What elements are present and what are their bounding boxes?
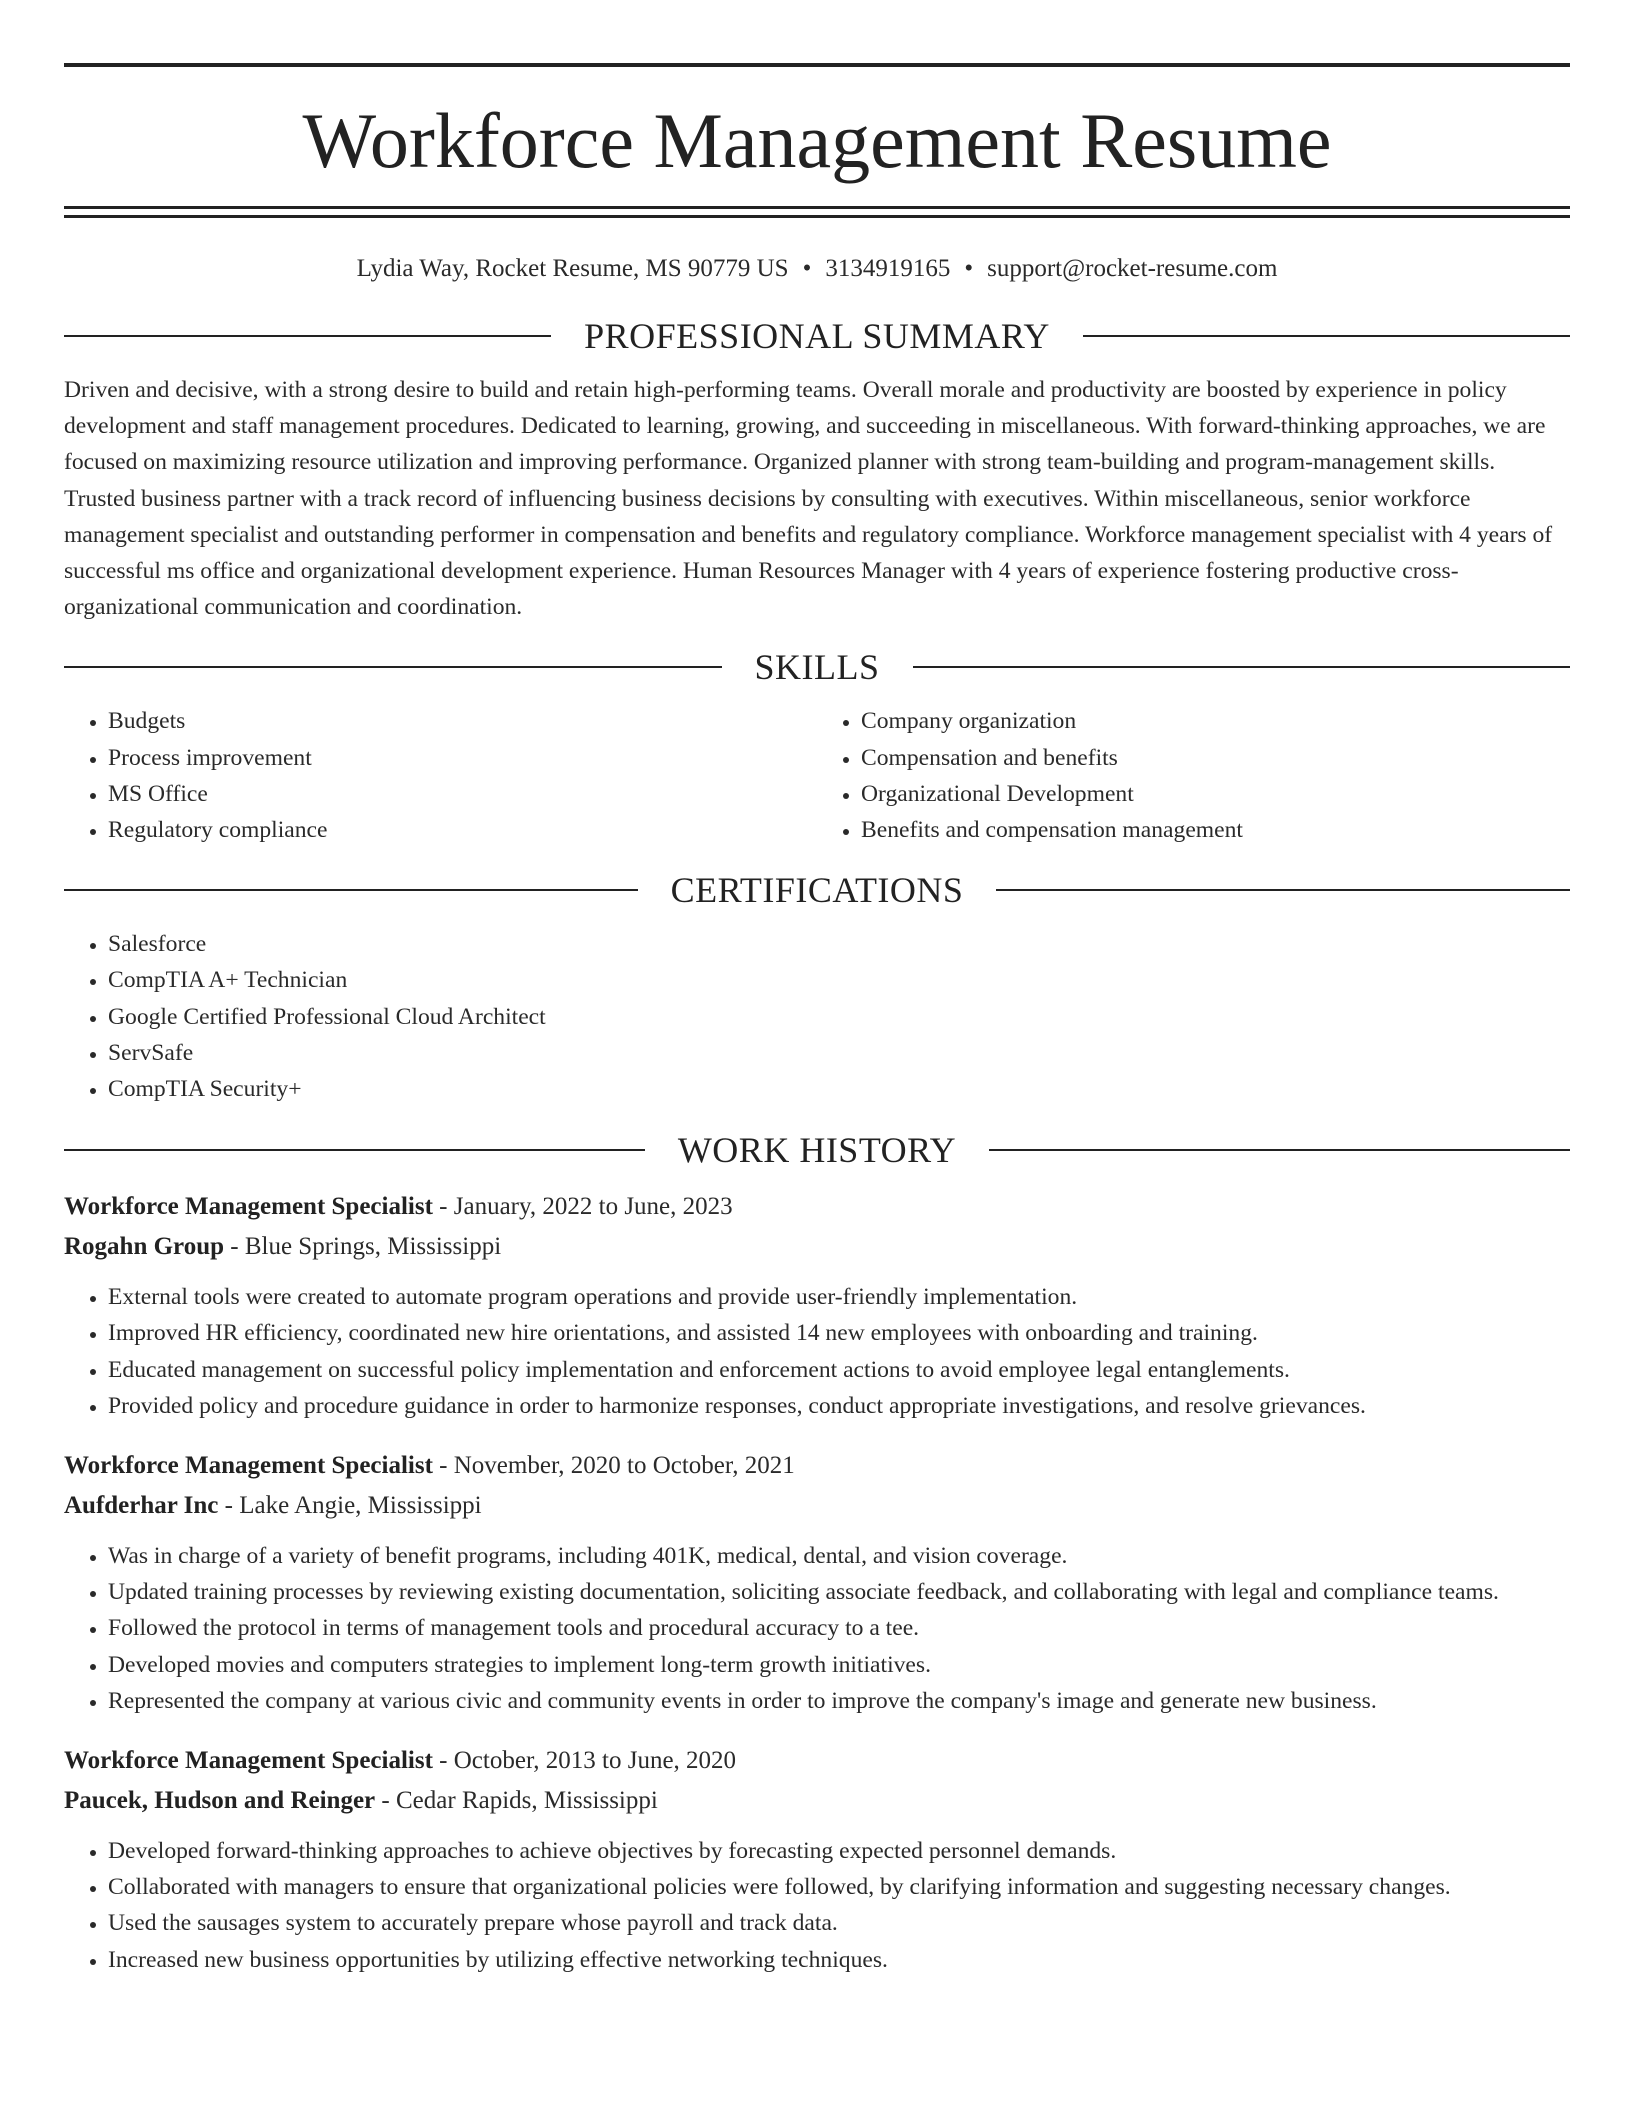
list-item: • Benefits and compensation management (861, 812, 1570, 848)
job-title-line (64, 1187, 1570, 1227)
contact-address: Lydia Way, Rocket Resume, MS 90779 US (356, 255, 789, 282)
professional-summary: Driven and decisive, with a strong desire to build and retain high-performing teams. Overall morale and productivity are boosted by experience in policy development and staff management procedures. Dedicated to learning, growing, and succeeding in miscellaneous. With forward-thinking approaches, we are focused on maximizing resource utilization and improving performance. Organized planner with strong team-building and program-management skills. Trusted business partner with a track record of influencing business decisions by consulting with executives. Within miscellaneous, senior workforce management specialist and outstanding performer in compensation and benefits and regulatory compliance. Workforce management specialist with 4 years of successful ms office and organizational development experience. Human Resources Manager with 4 years of experience fostering productive cross-organizational communication and coordination. (64, 377, 1553, 621)
job-bullets (64, 1279, 1570, 1424)
section-heading-label: CERTIFICATIONS (670, 870, 964, 911)
job-title-line (64, 1446, 1570, 1486)
job-bullets (64, 1833, 1570, 1978)
section-heading-label: SKILLS (754, 647, 880, 688)
skills-list (64, 703, 1570, 848)
list-item: • Regulatory compliance (108, 812, 817, 848)
list-item: • MS Office (108, 776, 817, 812)
page-title: Workforce Management Resume (302, 97, 1332, 184)
contact-separator: • (802, 255, 812, 282)
list-item: • Updated training processes by reviewing existing documentation, soliciting associate feedback, and collaborating with legal and compliance teams. (108, 1574, 1570, 1610)
list-item: • CompTIA A+ Technician (108, 962, 1570, 998)
contact-phone: 3134919165 (825, 255, 951, 282)
resume-page (64, 0, 1570, 1978)
top-rule (64, 63, 1570, 67)
job-dates: - January, 2022 to June, 2023 (432, 1193, 733, 1221)
list-item: • ServSafe (108, 1035, 1570, 1071)
job-title: Workforce Management Specialist (64, 1452, 433, 1480)
section-heading-label: WORK HISTORY (677, 1130, 957, 1171)
section-heading-skills (64, 642, 1570, 692)
job-dates: - November, 2020 to October, 2021 (432, 1452, 795, 1480)
job-entry (64, 1446, 1570, 1719)
list-item: • Developed forward-thinking approaches to achieve objectives by forecasting expected personnel demands. (108, 1833, 1570, 1869)
section-heading-certifications (64, 865, 1570, 915)
list-item: • Educated management on successful policy implementation and enforcement actions to avoid employee legal entanglements. (108, 1352, 1570, 1388)
job-title: Workforce Management Specialist (64, 1747, 433, 1775)
work-history (64, 1187, 1570, 1978)
job-bullets (64, 1538, 1570, 1719)
section-heading-summary (64, 311, 1570, 361)
list-item: • Organizational Development (861, 776, 1570, 812)
contact-email: support@rocket-resume.com (987, 255, 1278, 282)
certifications-list (64, 926, 1570, 1107)
contact-line (64, 253, 1570, 293)
company-name: Aufderhar Inc (64, 1492, 219, 1520)
list-item: • Google Certified Professional Cloud Architect (108, 999, 1570, 1035)
skills-column-right (817, 703, 1570, 848)
list-item: • Used the sausages system to accurately prepare whose payroll and track data. (108, 1905, 1570, 1941)
job-dates: - October, 2013 to June, 2020 (432, 1747, 737, 1775)
list-item: • Followed the protocol in terms of management tools and procedural accuracy to a tee. (108, 1610, 1570, 1646)
section-heading-work (64, 1125, 1570, 1175)
title-rule-bottom (64, 215, 1570, 218)
list-item: • Was in charge of a variety of benefit programs, including 401K, medical, dental, and vision coverage. (108, 1538, 1570, 1574)
company-location: - Blue Springs, Mississippi (224, 1233, 502, 1261)
section-heading-label: PROFESSIONAL SUMMARY (584, 316, 1050, 356)
job-title: Workforce Management Specialist (64, 1193, 433, 1221)
list-item: • Developed movies and computers strategies to implement long-term growth initiatives. (108, 1647, 1570, 1683)
list-item: • Represented the company at various civic and community events in order to improve the company's image and generate new business. (108, 1683, 1570, 1719)
list-item: • Improved HR efficiency, coordinated new hire orientations, and assisted 14 new employees with onboarding and training. (108, 1315, 1570, 1351)
list-item: • Process improvement (108, 740, 817, 776)
list-item: • Provided policy and procedure guidance in order to harmonize responses, conduct appropriate investigations, and resolve grievances. (108, 1388, 1570, 1424)
list-item: • Increased new business opportunities by utilizing effective networking techniques. (108, 1942, 1570, 1978)
company-name: Rogahn Group (64, 1233, 225, 1261)
company-name: Paucek, Hudson and Reinger (64, 1787, 376, 1815)
company-line (64, 1486, 1570, 1526)
list-item: • Salesforce (108, 926, 1570, 962)
list-item: • Compensation and benefits (861, 740, 1570, 776)
job-entry (64, 1187, 1570, 1424)
company-line (64, 1781, 1570, 1821)
skills-column-left (64, 703, 817, 848)
list-item: • Company organization (861, 703, 1570, 739)
list-item: • CompTIA Security+ (108, 1071, 1570, 1107)
list-item: • Collaborated with managers to ensure that organizational policies were followed, by clarifying information and suggesting necessary changes. (108, 1869, 1570, 1905)
company-location: - Cedar Rapids, Mississippi (375, 1787, 658, 1815)
job-entry (64, 1741, 1570, 1978)
company-location: - Lake Angie, Mississippi (218, 1492, 482, 1520)
title-rule-top (64, 206, 1570, 209)
job-title-line (64, 1741, 1570, 1781)
company-line (64, 1227, 1570, 1267)
contact-separator: • (964, 255, 974, 282)
list-item: • Budgets (108, 703, 817, 739)
list-item: • External tools were created to automate program operations and provide user-friendly implementation. (108, 1279, 1570, 1315)
